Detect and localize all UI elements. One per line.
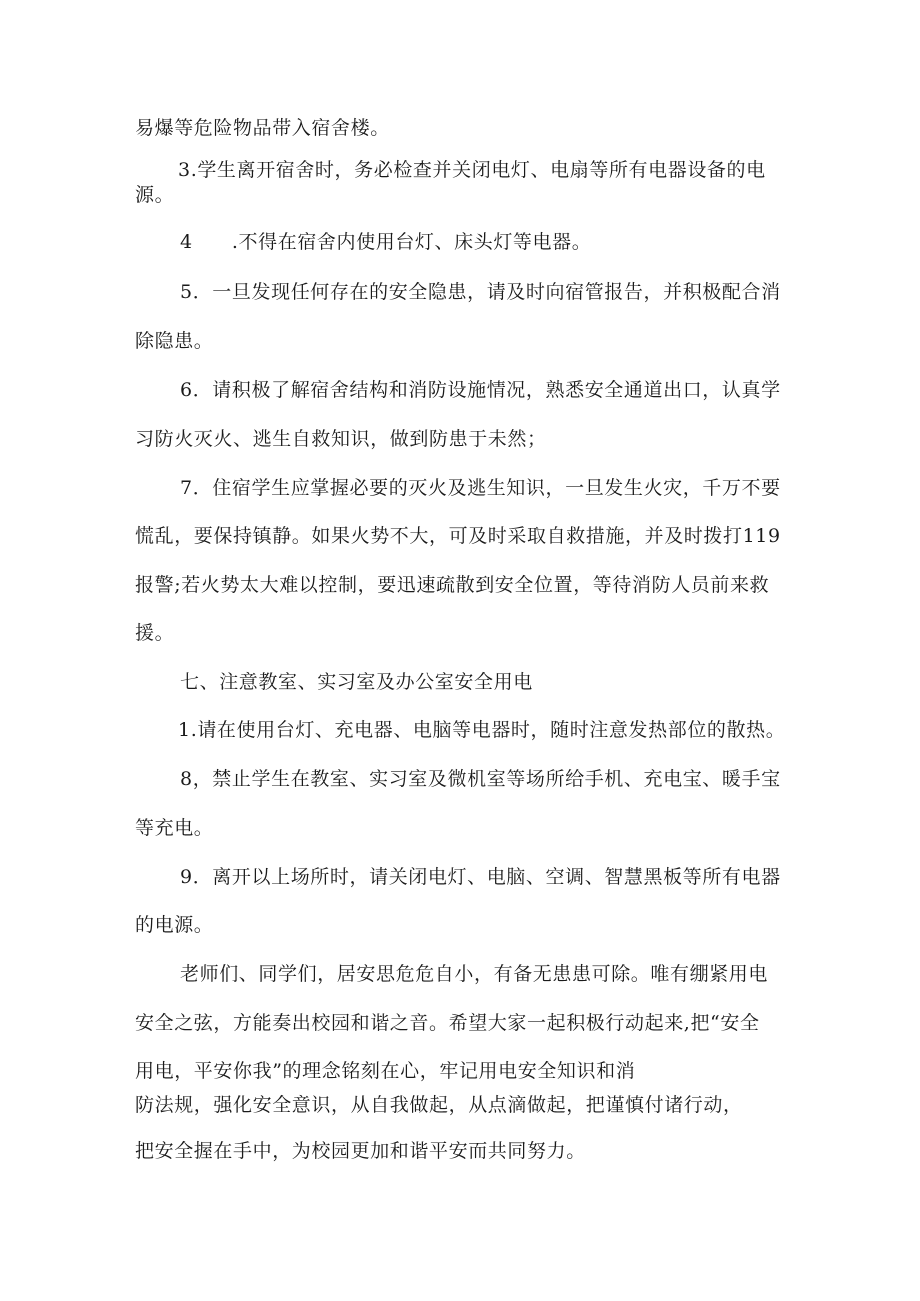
text-line: 除隐患。	[135, 330, 214, 352]
text-line: 援。	[135, 622, 175, 644]
text-line: 6．请积极了解宿舍结构和消防设施情况，熟悉安全通道出口，认真学	[180, 379, 781, 401]
text-line: 1.请在使用台灯、充电器、电脑等电器时，随时注意发热部位的散热。	[178, 719, 786, 741]
text-line: 8，禁止学生在教室、实习室及微机室等场所给手机、充电宝、暖手宝	[180, 768, 781, 790]
text-line: 老师们、同学们，居安思危危自小，有备无患患可除。唯有绷紧用电	[180, 963, 769, 985]
text-line: 防法规，强化安全意识，从自我做起，从点滴做起，把谨慎付诸行动，	[135, 1094, 743, 1116]
text-line: 源。	[135, 184, 175, 206]
text-line: 安全之弦，方能奏出校园和谐之音。希望大家一起积极行动起来,把“安全	[135, 1012, 760, 1034]
text-line: 等充电。	[135, 817, 214, 839]
text-line: 把安全握在手中，为校园更加和谐平安而共同努力。	[135, 1140, 586, 1162]
text-line: 5．一旦发现任何存在的安全隐患，请及时向宿管报告，并积极配合消	[180, 281, 781, 303]
text-line: 7．住宿学生应掌握必要的灭火及逃生知识，一旦发生火灾，千万不要	[180, 477, 781, 499]
text-line: 报警;若火势太大难以控制，要迅速疏散到安全位置，等待消防人员前来救	[135, 574, 770, 596]
text-line: 用电，平安你我”的理念铭刻在心，牢记用电安全知识和消	[135, 1060, 636, 1082]
text-line: 9．离开以上场所时，请关闭电灯、电脑、空调、智慧黑板等所有电器	[180, 866, 781, 888]
text-line: 4 .不得在宿舍内使用台灯、床头灯等电器。	[180, 231, 592, 253]
text-line: 的电源。	[135, 914, 214, 936]
text-line: 习防火灭火、逃生自救知识，做到防患于未然；	[135, 428, 547, 450]
text-line: 慌乱，要保持镇静。如果火势不大，可及时采取自救措施，并及时拨打119	[135, 525, 781, 547]
text-line: 易爆等危险物品带入宿舍楼。	[135, 117, 390, 139]
text-line: 3.学生离开宿舍时，务必检查并关闭电灯、电扇等所有电器设备的电	[178, 159, 766, 181]
section-heading: 七、注意教室、实习室及办公室安全用电	[180, 671, 533, 693]
